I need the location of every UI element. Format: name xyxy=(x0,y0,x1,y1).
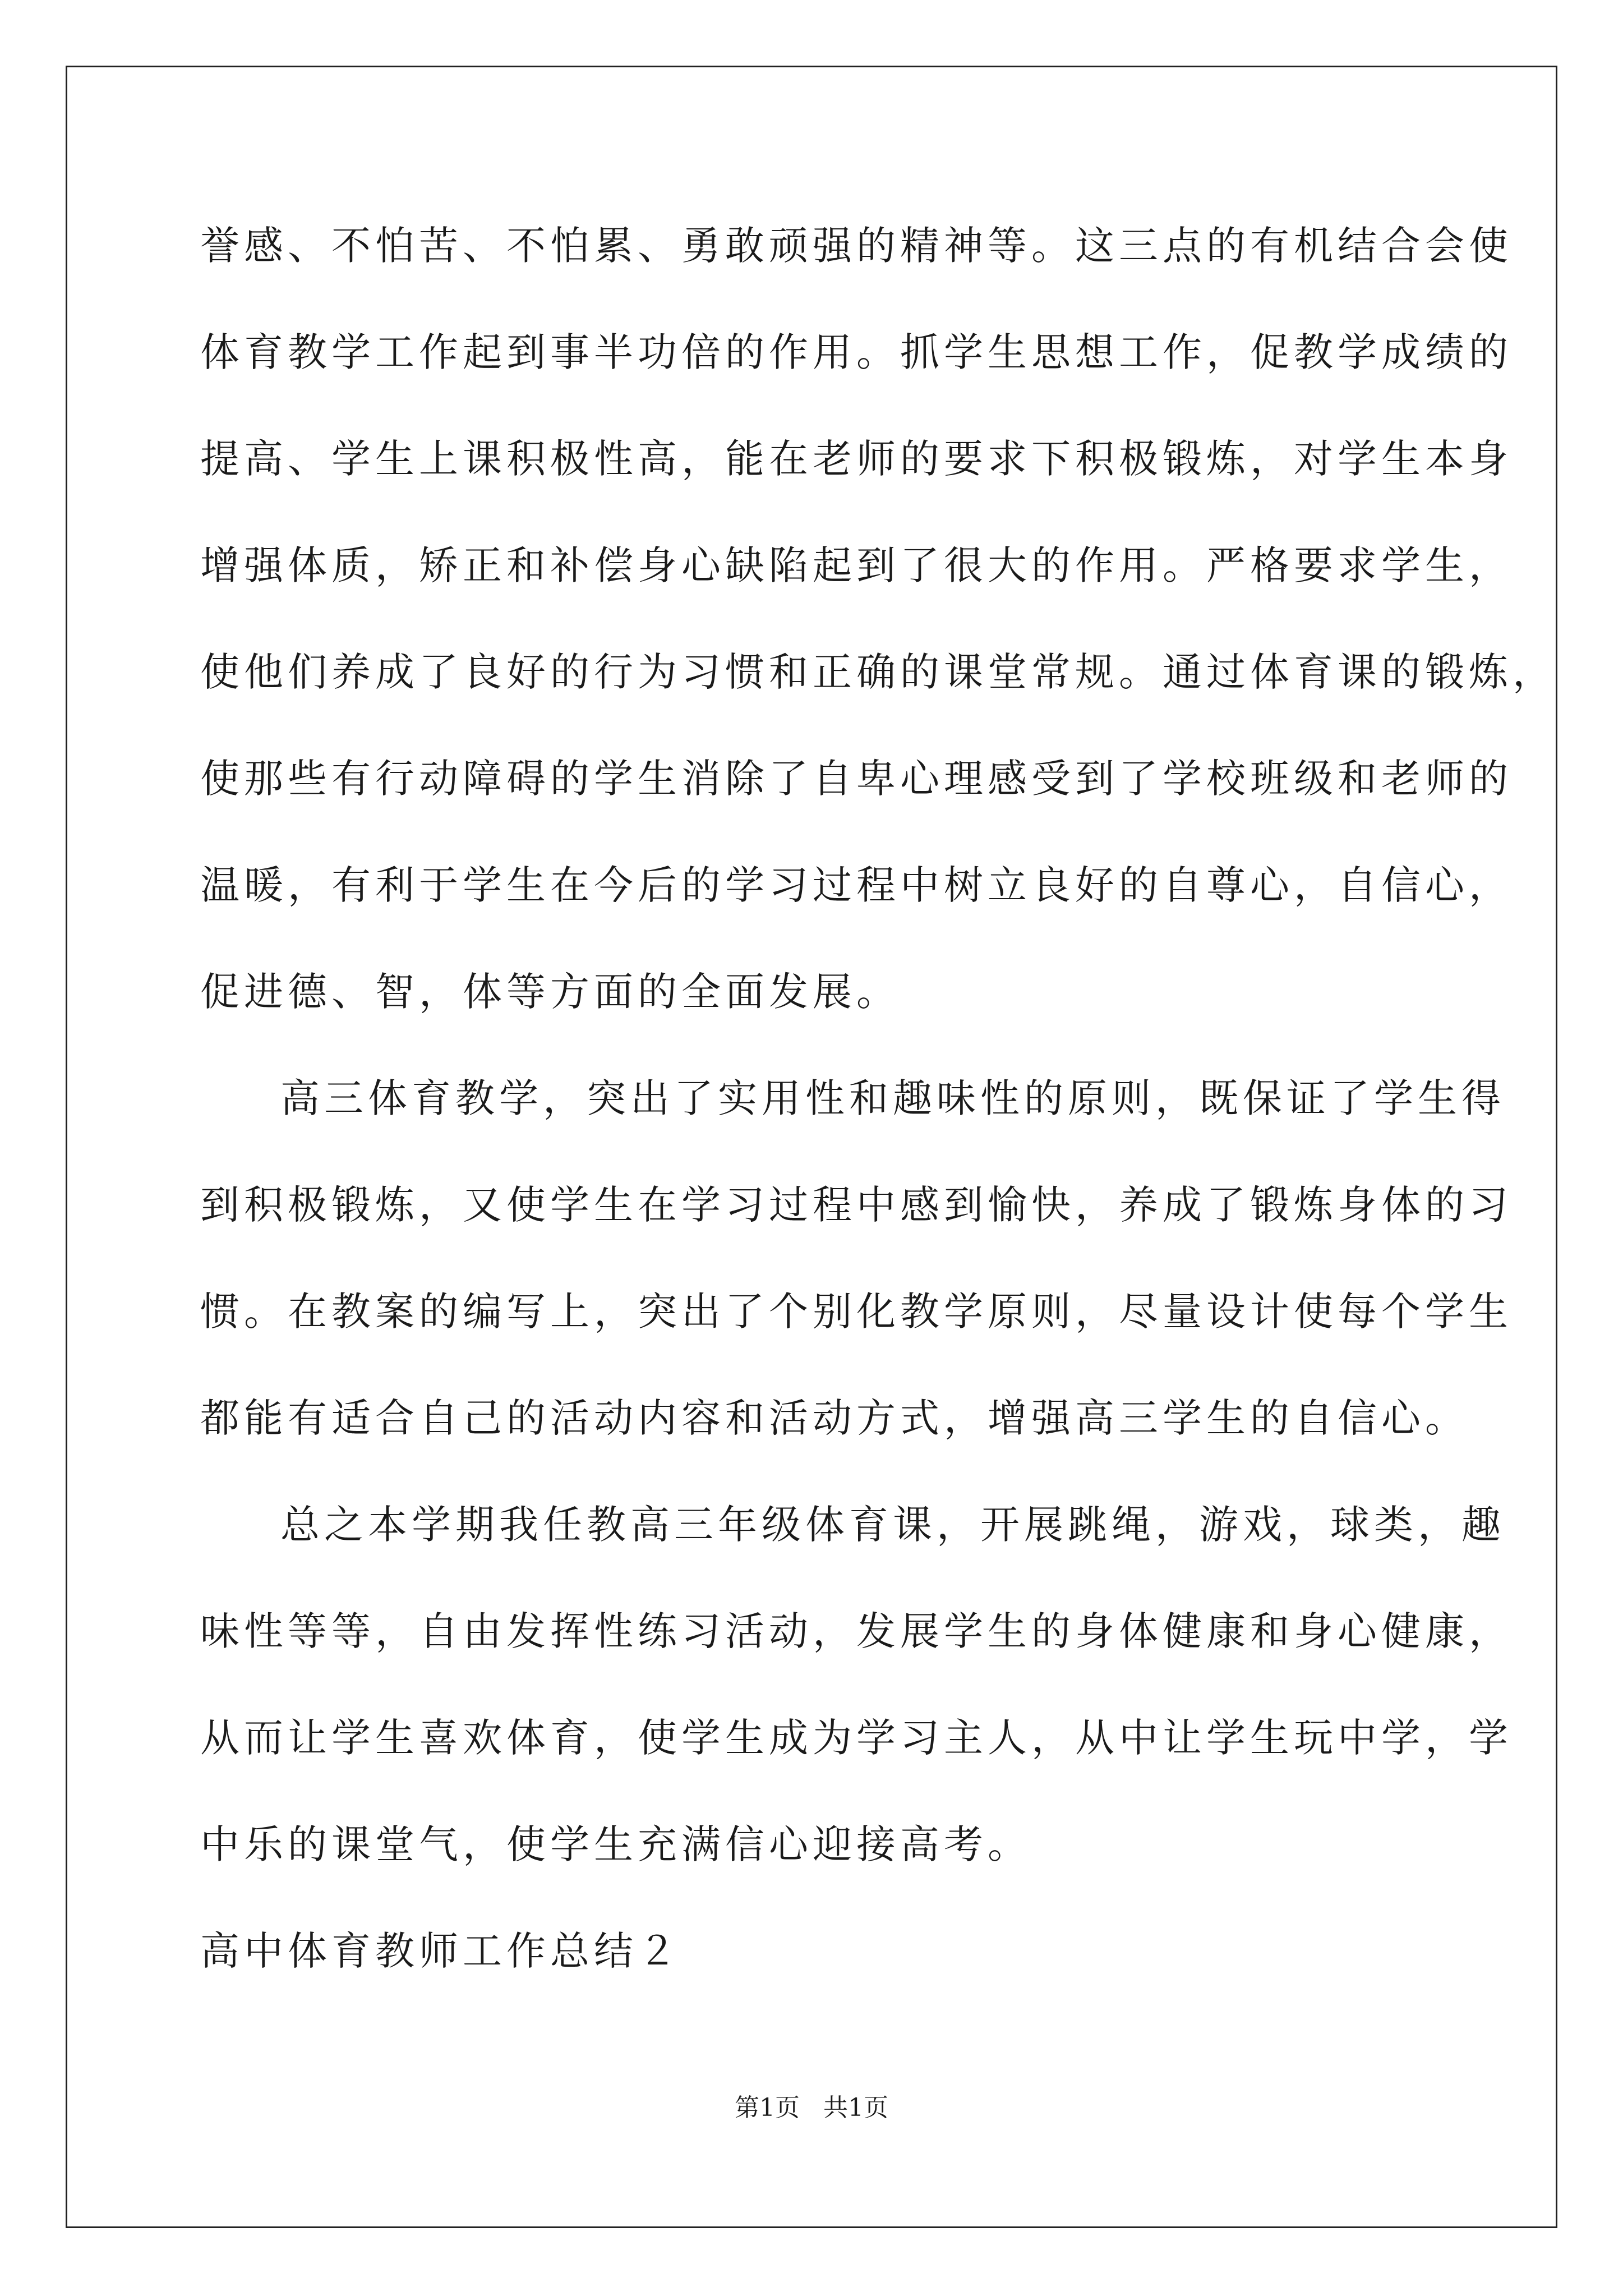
text-line: 使他们养成了良好的行为习惯和正确的课堂常规。通过体育课的锻炼， xyxy=(200,649,1556,695)
text-line: 誉感、不怕苦、不怕累、勇敢顽强的精神等。这三点的有机结合会使 xyxy=(200,223,1513,269)
text-line: 体育教学工作起到事半功倍的作用。抓学生思想工作，促教学成绩的 xyxy=(200,329,1513,375)
text-line: 惯。在教案的编写上，突出了个别化教学原则，尽量设计使每个学生 xyxy=(200,1289,1513,1335)
text-line: 味性等等，自由发挥性练习活动，发展学生的身体健康和身心健康， xyxy=(200,1608,1513,1654)
text-line: 增强体质，矫正和补偿身心缺陷起到了很大的作用。严格要求学生， xyxy=(200,542,1513,588)
paragraph-first-line: 高三体育教学，突出了实用性和趣味性的原则，既保证了学生得 xyxy=(280,1075,1505,1121)
text-line: 都能有适合自己的活动内容和活动方式，增强高三学生的自信心。 xyxy=(200,1395,1469,1441)
text-line: 提高、学生上课积极性高，能在老师的要求下积极锻炼，对学生本身 xyxy=(200,436,1513,482)
text-line: 使那些有行动障碍的学生消除了自卑心理感受到了学校班级和老师的 xyxy=(200,756,1513,802)
text-line: 中乐的课堂气，使学生充满信心迎接高考。 xyxy=(200,1821,1031,1867)
page-footer: 第1页 共1页 xyxy=(735,2093,888,2122)
paragraph-first-line: 总之本学期我任教高三年级体育课，开展跳绳，游戏，球类，趣 xyxy=(280,1502,1505,1548)
text-line: 温暖，有利于学生在今后的学习过程中树立良好的自尊心，自信心， xyxy=(200,862,1513,908)
section-heading: 高中体育教师工作总结２ xyxy=(200,1928,681,1974)
text-line: 到积极锻炼，又使学生在学习过程中感到愉快，养成了锻炼身体的习 xyxy=(200,1182,1513,1228)
page-border xyxy=(66,66,1557,2228)
text-line: 从而让学生喜欢体育，使学生成为学习主人，从中让学生玩中学，学 xyxy=(200,1715,1513,1761)
text-line: 促进德、智，体等方面的全面发展。 xyxy=(200,969,900,1015)
